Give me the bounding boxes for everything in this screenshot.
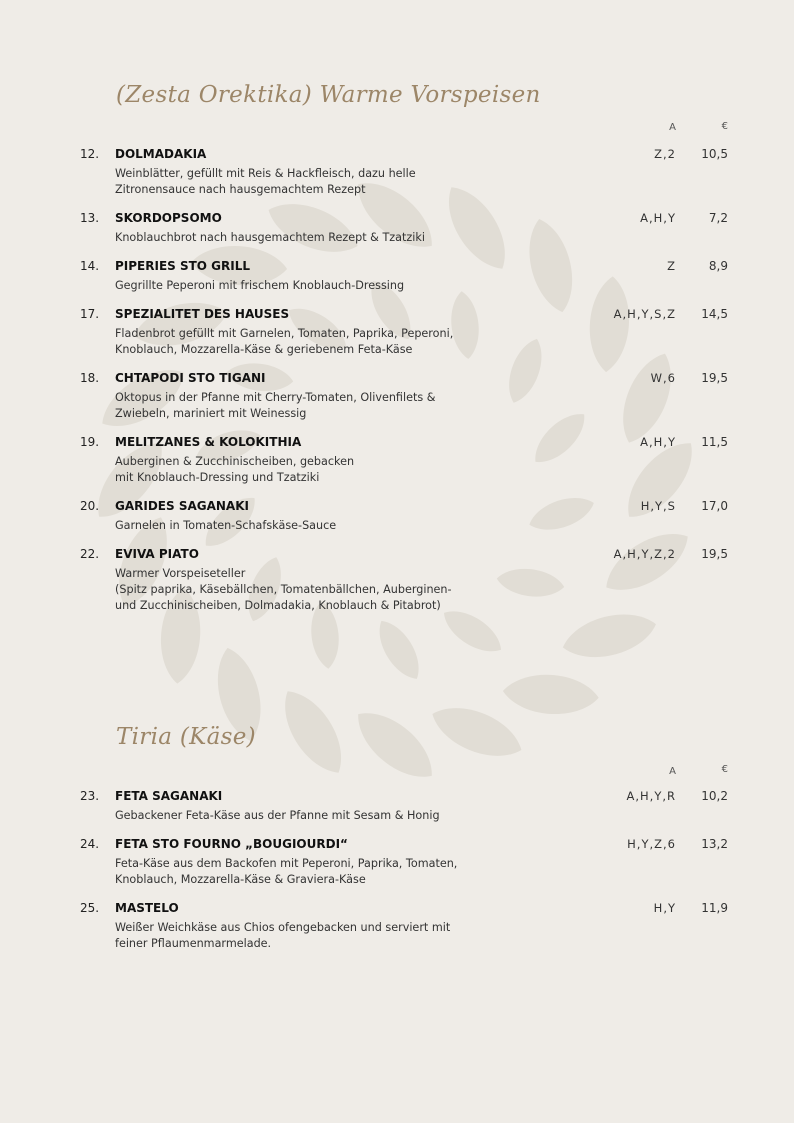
item-price: 14,5 <box>701 307 728 321</box>
item-name: SPEZIALITET DES HAUSES <box>115 307 290 321</box>
item-number: 25. <box>80 901 100 915</box>
item-name: SKORDOPSOMO <box>115 211 222 225</box>
item-allergens: A,H,Y,R <box>626 789 676 803</box>
item-price: 10,2 <box>701 789 728 803</box>
item-price: 8,9 <box>708 259 728 273</box>
item-price: 11,5 <box>701 435 728 449</box>
item-number: 13. <box>80 211 100 225</box>
item-name: FETA STO FOURNO „BOUGIOURDI“ <box>115 837 348 851</box>
item-description: Weinblätter, gefüllt mit Reis & Hackfleisch, dazu helle Zitronensauce nach hausgemachtem Rezept <box>115 167 416 196</box>
item-allergens: A,H,Y,S,Z <box>613 307 676 321</box>
item-allergens: A,H,Y <box>640 211 676 225</box>
allergen-column-header: A <box>669 122 676 133</box>
price-column-header: € <box>721 764 728 775</box>
allergen-column-header: A <box>669 766 676 777</box>
item-number: 14. <box>80 259 100 273</box>
item-name: GARIDES SAGANAKI <box>115 499 249 513</box>
section-title: (Zesta Orektika) Warme Vorspeisen <box>116 82 541 108</box>
item-allergens: A,H,Y <box>640 435 676 449</box>
item-number: 23. <box>80 789 100 803</box>
item-number: 22. <box>80 547 100 561</box>
item-name: EVIVA PIATO <box>115 547 199 561</box>
item-allergens: Z <box>667 259 676 273</box>
item-allergens: Z,2 <box>654 147 676 161</box>
item-description: Oktopus in der Pfanne mit Cherry-Tomaten, Olivenfilets & Zwiebeln, mariniert mit Weinessig <box>115 391 436 420</box>
item-number: 12. <box>80 147 100 161</box>
item-price: 19,5 <box>701 547 728 561</box>
item-price: 13,2 <box>701 837 728 851</box>
item-name: CHTAPODI STO TIGANI <box>115 371 266 385</box>
item-description: Gegrillte Peperoni mit frischem Knoblauch-Dressing <box>115 279 405 292</box>
item-allergens: H,Y,Z,6 <box>627 837 676 851</box>
item-number: 24. <box>80 837 100 851</box>
item-number: 20. <box>80 499 100 513</box>
item-description: Auberginen & Zucchinischeiben, gebacken mit Knoblauch-Dressing und Tzatziki <box>115 455 355 484</box>
item-name: DOLMADAKIA <box>115 147 207 161</box>
item-description: Warmer Vorspeiseteller (Spitz paprika, Käsebällchen, Tomatenbällchen, Auberginen- und Zucchinischeiben, Dolmadakia, Knoblauch & Pitabrot) <box>115 567 452 612</box>
item-number: 19. <box>80 435 100 449</box>
item-price: 19,5 <box>701 371 728 385</box>
price-column-header: € <box>721 121 728 132</box>
item-price: 10,5 <box>701 147 728 161</box>
item-allergens: A,H,Y,Z,2 <box>613 547 676 561</box>
item-price: 7,2 <box>708 211 728 225</box>
item-description: Garnelen in Tomaten-Schafskäse-Sauce <box>115 519 337 532</box>
item-number: 18. <box>80 371 100 385</box>
item-description: Feta-Käse aus dem Backofen mit Peperoni, Paprika, Tomaten, Knoblauch, Mozzarella-Käse & Graviera-Käse <box>115 857 458 886</box>
item-allergens: H,Y,S <box>640 499 676 513</box>
item-name: PIPERIES STO GRILL <box>115 259 251 273</box>
item-name: MELITZANES & KOLOKITHIA <box>115 435 302 449</box>
item-number: 17. <box>80 307 100 321</box>
item-price: 17,0 <box>701 499 728 513</box>
item-description: Fladenbrot gefüllt mit Garnelen, Tomaten, Paprika, Peperoni, Knoblauch, Mozzarella-Käse & geriebenem Feta-Käse <box>115 327 454 356</box>
item-description: Gebackener Feta-Käse aus der Pfanne mit Sesam & Honig <box>115 809 440 822</box>
item-allergens: W,6 <box>650 371 676 385</box>
section-title: Tiria (Käse) <box>116 724 256 750</box>
item-price: 11,9 <box>701 901 728 915</box>
item-allergens: H,Y <box>653 901 676 915</box>
item-name: MASTELO <box>115 901 179 915</box>
item-description: Knoblauchbrot nach hausgemachtem Rezept & Tzatziki <box>115 231 425 244</box>
item-description: Weißer Weichkäse aus Chios ofengebacken und serviert mit feiner Pflaumenmarmelade. <box>115 921 451 950</box>
item-name: FETA SAGANAKI <box>115 789 223 803</box>
